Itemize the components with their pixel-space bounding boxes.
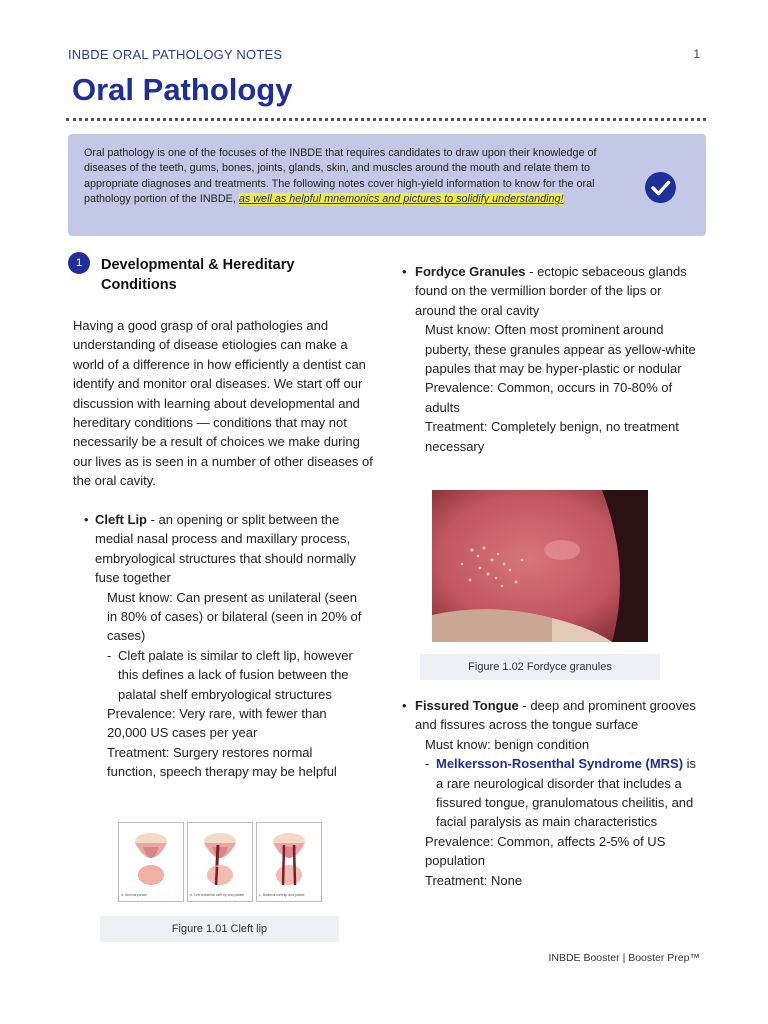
bullet-dot: •	[402, 264, 407, 279]
bullet-dot: •	[84, 512, 89, 527]
figure-panel-normal	[118, 822, 184, 902]
page-footer: INBDE Booster | Booster Prep™	[548, 952, 700, 964]
figure-caption-fordyce: Figure 1.02 Fordyce granules	[420, 654, 660, 680]
dotted-divider	[66, 118, 706, 121]
intro-box	[68, 134, 706, 236]
header-label: INBDE ORAL PATHOLOGY NOTES	[68, 47, 283, 62]
figure-panel-caption: b. Left unilateral cleft lip and palate	[190, 893, 245, 897]
fordyce-must-know: Must know: Often most prominent around puberty, these granules appear as yellow-white papules that may be hyper-plastic or nodular	[425, 322, 696, 377]
fordyce-definition: - ectopic sebaceous glands found on the vermillion border of the lips or around the oral cavity	[415, 264, 687, 318]
cleft-lip-definition: - an opening or split between the medial nasal process and maxillary process, embryological structures that should normally fuse together	[95, 512, 356, 586]
bullet-dot: •	[402, 698, 407, 713]
page-title: Oral Pathology	[72, 72, 293, 107]
fissured-sub-point	[402, 754, 702, 832]
fissured-item	[402, 696, 702, 890]
mrs-link[interactable]: Melkersson-Rosenthal Syndrome (MRS)	[436, 756, 684, 772]
cleft-lip-sub-point	[84, 646, 364, 704]
dash-marker: -	[425, 756, 430, 772]
figure-panel-caption: a. Normal palate	[121, 893, 147, 897]
fordyce-treatment: Treatment: Completely benign, no treatment necessary	[425, 419, 679, 454]
figure-panel-unilateral	[187, 822, 253, 902]
fordyce-prevalence: Prevalence: Common, occurs in 70-80% of adults	[425, 380, 673, 415]
section-number-badge: 1	[68, 252, 90, 274]
page-number: 1	[693, 47, 700, 61]
section-paragraph: Having a good grasp of oral pathologies and understanding of disease etiologies can make a world of a difference in how efficiently a dentist can identify and monitor oral diseases. We start off our discussion with learning about developmental and hereditary conditions — conditions that may not necessarily be a result of choices we make during our lives as is seen in a number of other diseases of the oral cavity.	[73, 318, 373, 489]
cleft-lip-treatment: Treatment: Surgery restores normal function, speech therapy may be helpful	[107, 744, 337, 780]
fissured-definition: - deep and prominent grooves and fissures across the tongue surface	[415, 698, 696, 733]
fordyce-photo	[432, 490, 648, 642]
fissured-must-know: Must know: benign condition	[425, 736, 590, 752]
cleft-lip-prevalence: Prevalence: Very rare, with fewer than 20,000 US cases per year	[107, 706, 327, 741]
fordyce-term: Fordyce Granules	[415, 264, 526, 279]
fissured-treatment: Treatment: None	[425, 872, 523, 888]
fissured-prevalence: Prevalence: Common, affects 2-5% of US population	[425, 833, 666, 869]
cleft-lip-item	[84, 510, 364, 782]
intro-text: Oral pathology is one of the focuses of the INBDE that requires candidates to draw upon their knowledge of diseases of the teeth, gums, bones, joints, glands, skin, and muscles around the mouth and relate them to appropriate diagnoses and treatments. The following notes cover high-yield information to know for the oral pathology portion of the INBDE,	[84, 147, 597, 206]
figure-panel-bilateral	[256, 822, 322, 902]
fordyce-item	[402, 262, 702, 456]
figure-caption-cleft: Figure 1.01 Cleft lip	[100, 916, 339, 942]
cleft-lip-must-know: Must know: Can present as unilateral (seen in 80% of cases) or bilateral (seen in 20% of cases)	[107, 589, 362, 644]
cleft-lip-sub-point-text: Cleft palate is similar to cleft lip, however this defines a lack of fusion between the palatal shelf embryological structures	[118, 647, 353, 702]
intro-highlight: as well as helpful mnemonics and pictures to solidify understanding!	[238, 193, 564, 206]
dash-marker: -	[107, 647, 112, 663]
section-title: Developmental & Hereditary Conditions	[101, 257, 295, 293]
figure-panel-caption: c. Bilateral cleft lip and palate	[259, 893, 305, 897]
fissured-term: Fissured Tongue	[415, 698, 519, 713]
cleft-lip-term: Cleft Lip	[95, 512, 147, 527]
check-circle-icon	[645, 172, 676, 203]
fissured-sub-point-text: is a rare neurological disorder that includes a fissured tongue, granulomatous cheilitis, and facial paralysis as main characteristics	[436, 756, 697, 830]
cleft-lip-figure	[118, 822, 322, 902]
